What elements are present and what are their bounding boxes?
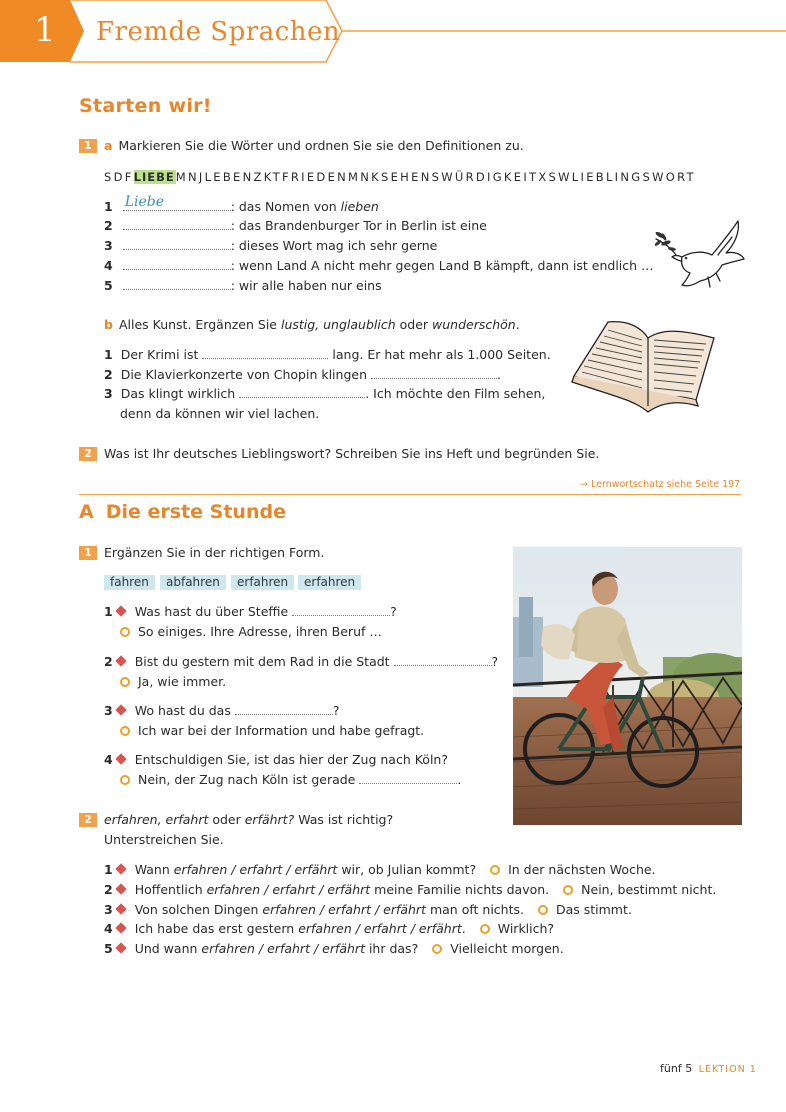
item-number: 2: [104, 882, 113, 897]
word-chip: fahren: [104, 575, 155, 590]
list-item: [104, 386, 545, 402]
definition-text: : dieses Wort mag ich sehr gerne: [230, 238, 438, 253]
speaker-b-icon: [563, 885, 573, 895]
question-text: Entschuldigen Sie, ist das hier der Zug nach Köln?: [134, 752, 448, 767]
speaker-a-icon: [115, 922, 126, 933]
sentence-text: Wann: [134, 862, 174, 877]
speaker-a-icon: [115, 753, 126, 764]
sentence-text: wir, ob Julian kommt?: [337, 862, 477, 877]
response-text: Wirklich?: [497, 921, 555, 936]
sentence-text: Hoffentlich: [134, 882, 207, 897]
sentence-text: Das klingt wirklich: [120, 386, 236, 401]
item-number: 1: [104, 199, 113, 214]
instruction-emphasis: lustig, unglaublich: [280, 317, 396, 332]
sentence-text: Der Krimi ist: [120, 347, 199, 362]
dialog-answer: [117, 674, 226, 690]
letters-marked: LIEBE: [133, 170, 175, 184]
instruction-emphasis: erfahren, erfahrt: [104, 812, 209, 827]
item-number: 1: [104, 347, 113, 362]
instruction-text: .: [515, 317, 520, 332]
sentence-text: man oft nichts.: [425, 902, 524, 917]
section-letter: A: [79, 501, 94, 523]
speaker-b-icon: [538, 905, 548, 915]
question-text: Was hast du über Steffie: [134, 604, 289, 619]
vocabulary-link[interactable]: → Lernwortschatz siehe Seite 197: [580, 479, 741, 490]
exercise-number: 1: [79, 139, 97, 153]
speaker-a-icon: [115, 903, 126, 914]
item-number: 2: [104, 654, 113, 669]
exercise-number: 2: [79, 813, 97, 827]
cyclist-photo: [513, 547, 742, 825]
letters-before: SDF: [104, 170, 134, 184]
open-book-icon: [568, 316, 722, 416]
list-item: [104, 258, 654, 274]
handwritten-answer: Liebe: [124, 194, 164, 210]
item-number: 1: [104, 604, 113, 619]
response-text: Vielleicht morgen.: [450, 941, 564, 956]
sentence-text: .: [496, 367, 501, 382]
question-text: ?: [332, 703, 340, 718]
answer-text: Ja, wie immer.: [138, 674, 227, 689]
list-item: [104, 347, 551, 363]
speaker-a-icon: [115, 883, 126, 894]
list-item: [104, 921, 554, 937]
definition-text: : wenn Land A nicht mehr gegen Land B kämpft, dann ist endlich …: [230, 258, 654, 273]
item-number: 3: [104, 386, 113, 401]
answer-text: Nein, der Zug nach Köln ist gerade: [138, 772, 356, 787]
question-text: ?: [491, 654, 499, 669]
question-text: Bist du gestern mit dem Rad in die Stadt: [134, 654, 390, 669]
list-item: [104, 238, 437, 254]
speaker-a-icon: [115, 655, 126, 666]
item-number: 5: [104, 278, 113, 293]
dialog-question: [104, 604, 397, 620]
dialog-answer: [117, 624, 382, 640]
list-item: [104, 218, 487, 234]
word-chip: erfahren: [298, 575, 361, 590]
item-number: 4: [104, 752, 113, 767]
list-item: [104, 194, 379, 215]
page-number: 5: [685, 1062, 693, 1075]
exercise-a2-instruction-line2: Unterstreichen Sie.: [104, 832, 224, 847]
answer-field[interactable]: [235, 704, 333, 715]
letter-grid: [104, 170, 696, 184]
item-number: 3: [104, 238, 113, 253]
list-item: [104, 862, 656, 878]
speaker-a-icon: [115, 863, 126, 874]
list-item: [104, 882, 716, 898]
answer-text: .: [457, 772, 462, 787]
sentence-text: Und wann: [134, 941, 202, 956]
answer-field[interactable]: [123, 194, 231, 211]
part-letter: a: [104, 138, 113, 153]
section-title: Die erste Stunde: [105, 501, 286, 523]
page-word: fünf: [660, 1062, 682, 1075]
response-text: Nein, bestimmt nicht.: [581, 882, 717, 897]
speaker-b-icon: [120, 775, 130, 785]
chapter-title: Fremde Sprachen: [96, 17, 341, 47]
item-number: 4: [104, 921, 113, 936]
question-text: ?: [390, 604, 397, 619]
exercise-number: 2: [79, 447, 97, 461]
item-number: 4: [104, 258, 113, 273]
instruction-text: Alles Kunst. Ergänzen Sie: [118, 317, 281, 332]
dialog-question: [104, 654, 498, 670]
speaker-b-icon: [432, 944, 442, 954]
sentence-text: Von solchen Dingen: [134, 902, 263, 917]
speaker-b-icon: [490, 865, 500, 875]
speaker-a-icon: [115, 704, 126, 715]
list-item: [104, 367, 501, 383]
response-text: In der nächsten Woche.: [508, 862, 656, 877]
answer-field[interactable]: [371, 368, 497, 379]
answer-field[interactable]: [359, 773, 457, 784]
dialog-answer: [117, 772, 461, 788]
verb-options[interactable]: erfahren / erfahrt / erfährt: [206, 882, 371, 897]
verb-options[interactable]: erfahren / erfahrt / erfährt: [298, 921, 462, 936]
sentence-text: Ich habe das erst gestern: [134, 921, 299, 936]
speaker-b-icon: [120, 627, 130, 637]
answer-field[interactable]: [123, 279, 231, 290]
item-number: 3: [104, 902, 113, 917]
exercise-1b-instruction: [104, 317, 520, 333]
response-text: Das stimmt.: [555, 902, 632, 917]
lesson-label: LEKTION 1: [698, 1064, 757, 1075]
definition-text: : das Brandenburger Tor in Berlin ist eine: [230, 218, 487, 233]
exercise-2-instruction: Was ist Ihr deutsches Lieblingswort? Schreiben Sie ins Heft und begründen Sie.: [104, 446, 600, 461]
list-item-continuation: denn da können wir viel lachen.: [120, 406, 320, 421]
answer-field[interactable]: [292, 605, 390, 616]
page-footer: [660, 1062, 757, 1077]
item-number: 2: [104, 367, 113, 382]
answer-field[interactable]: [123, 239, 231, 250]
instruction-emphasis: wunderschön: [432, 317, 516, 332]
dialog-answer: [117, 723, 424, 739]
answer-text: Ich war bei der Information und habe gefragt.: [138, 723, 425, 738]
definition-emphasis: lieben: [340, 199, 379, 214]
verb-options[interactable]: erfahren / erfahrt / erfährt: [173, 862, 338, 877]
answer-field[interactable]: [202, 348, 328, 359]
chapter-number: 1: [34, 10, 56, 50]
sentence-text: lang. Er hat mehr als 1.000 Seiten.: [332, 347, 551, 362]
speaker-a-icon: [115, 605, 126, 616]
sentence-text: . Ich möchte den Film sehen,: [365, 386, 546, 401]
item-number: 2: [104, 218, 113, 233]
item-number: 5: [104, 941, 113, 956]
sentence-text: Die Klavierkonzerte von Chopin klingen: [120, 367, 367, 382]
instruction-text: Was ist richtig?: [294, 812, 394, 827]
speaker-a-icon: [115, 942, 126, 953]
verb-options[interactable]: erfahren / erfahrt / erfährt: [201, 941, 365, 956]
question-text: Wo hast du das: [134, 703, 231, 718]
sentence-text: .: [461, 921, 466, 936]
word-chip: erfahren: [231, 575, 294, 590]
sentence-text: meine Familie nichts davon.: [370, 882, 550, 897]
verb-options[interactable]: erfahren / erfahrt / erfährt: [262, 902, 426, 917]
list-item: [104, 902, 632, 918]
answer-field[interactable]: [123, 219, 231, 230]
exercise-a1-instruction: Ergänzen Sie in der richtigen Form.: [104, 545, 325, 560]
speaker-b-icon: [120, 726, 130, 736]
exercise-1a-instruction: [104, 138, 524, 154]
list-item: [104, 941, 564, 957]
item-number: 3: [104, 703, 113, 718]
item-number: 1: [104, 862, 113, 877]
answer-field[interactable]: [123, 259, 231, 270]
answer-text: So einiges. Ihre Adresse, ihren Beruf …: [138, 624, 382, 639]
definition-text: : das Nomen von: [230, 199, 341, 214]
instruction-text: oder: [208, 812, 245, 827]
exercise-a2-instruction: [104, 812, 393, 828]
answer-field[interactable]: [394, 655, 492, 666]
definition-text: : wir alle haben nur eins: [230, 278, 382, 293]
letters-after: MNJLEBENZKTFRIEDENMNKSEHENSWÜRDIGKEITXSWLIEBLINGSWORT: [175, 170, 696, 184]
instruction-emphasis: erfährt?: [244, 812, 295, 827]
dialog-question: [104, 703, 339, 719]
section-heading-start: Starten wir!: [79, 95, 212, 117]
sentence-text: ihr das?: [364, 941, 419, 956]
exercise-number: 1: [79, 546, 97, 560]
instruction-text: oder: [395, 317, 433, 332]
instruction-text: Markieren Sie die Wörter und ordnen Sie sie den Definitionen zu.: [118, 138, 524, 153]
speaker-b-icon: [480, 924, 490, 934]
part-letter: b: [104, 317, 113, 332]
chapter-banner: [0, 0, 786, 64]
speaker-b-icon: [120, 677, 130, 687]
dove-icon: [652, 215, 748, 291]
section-divider: [79, 494, 741, 495]
section-heading-a: [79, 500, 286, 524]
dialog-question: [104, 752, 448, 768]
word-chip: abfahren: [160, 575, 226, 590]
list-item: [104, 278, 382, 294]
answer-field[interactable]: [239, 387, 365, 398]
